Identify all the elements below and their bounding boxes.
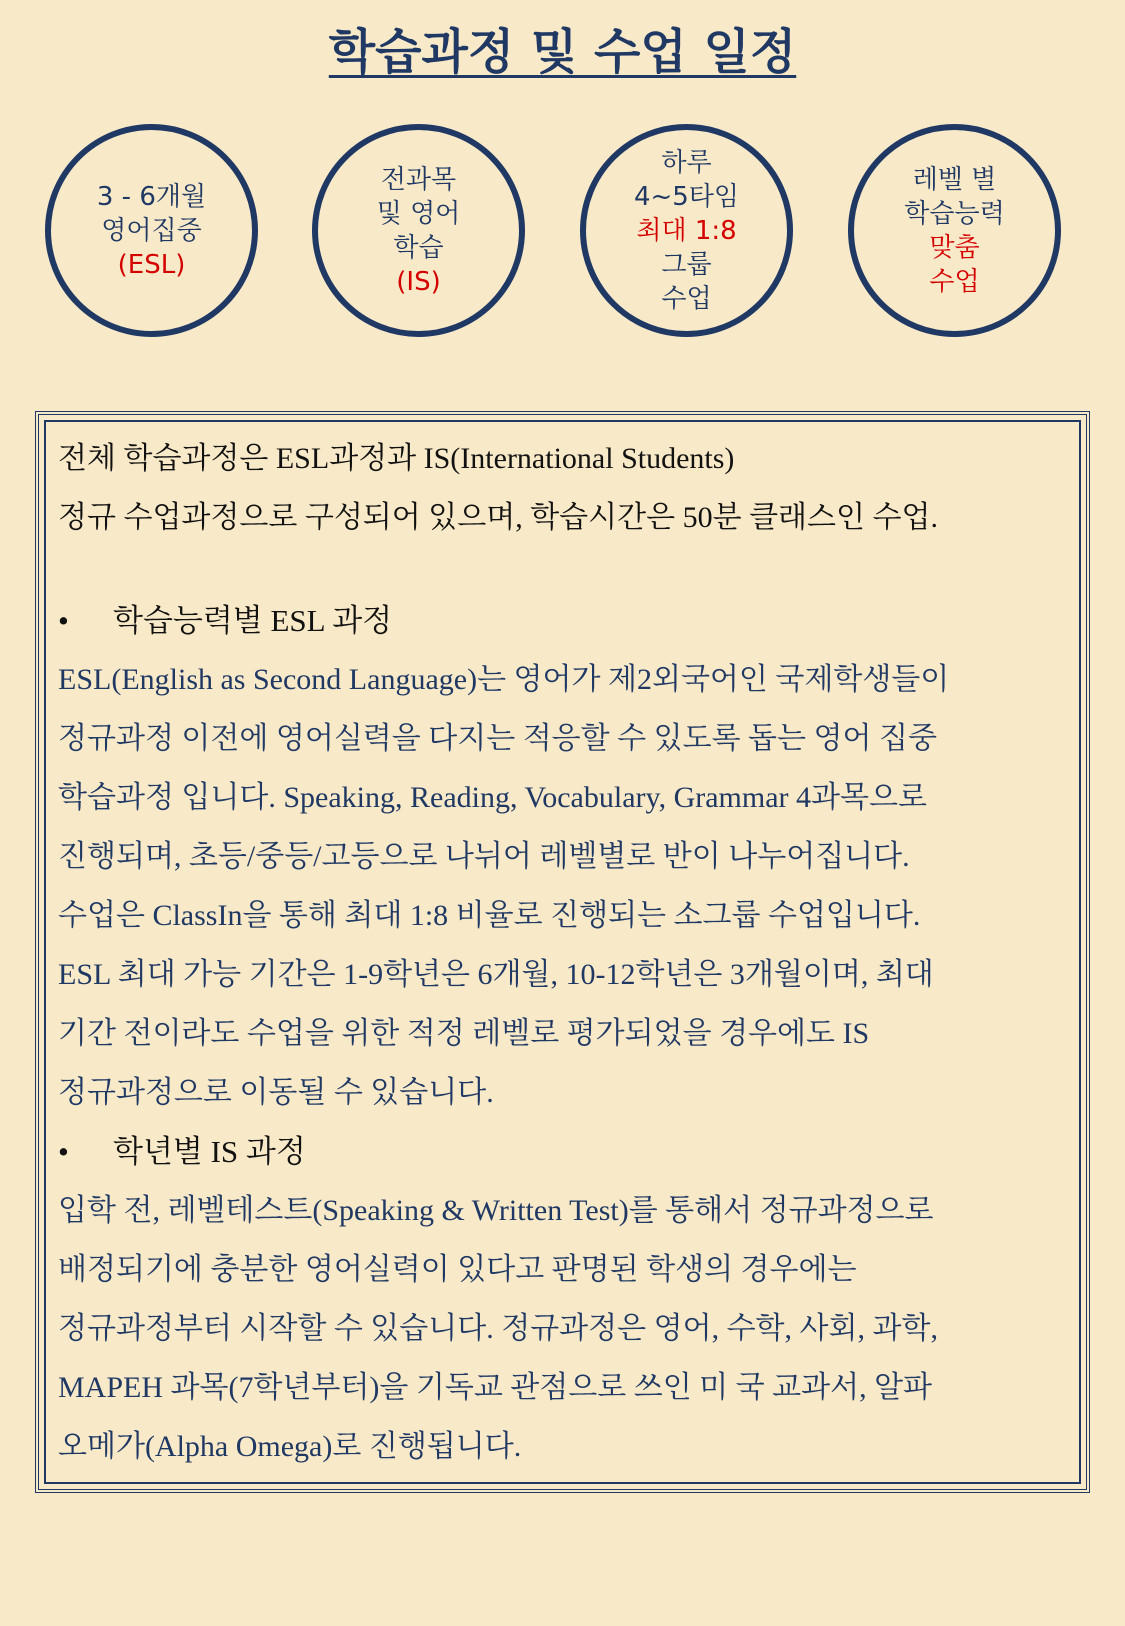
- section-line: 배정되기에 충분한 영어실력이 있다고 판명된 학생의 경우에는: [58, 1253, 857, 1286]
- section-heading-esl: [58, 591, 1066, 650]
- circle-text: 및 영어: [376, 198, 461, 229]
- section-line: 오메가(Alpha Omega)로 진행됩니다.: [58, 1430, 522, 1463]
- circle-text: 전과목: [380, 164, 457, 195]
- bullet-icon: •: [58, 603, 69, 638]
- section-line: ESL 최대 가능 기간은 1-9학년은 6개월, 10-12학년은 3개월이며, 최대: [58, 958, 934, 991]
- circle-text: 하루: [661, 147, 712, 178]
- section-line: 정규과정 이전에 영어실력을 다지는 적응할 수 있도록 돕는 영어 집중: [58, 722, 937, 755]
- feature-circle-schedule: [580, 124, 793, 337]
- circle-text: 레벨 별: [912, 164, 997, 195]
- section-heading-text: 학년별 IS 과정: [113, 1134, 306, 1169]
- section-line: 수업은 ClassIn을 통해 최대 1:8 비율로 진행되는 소그룹 수업입니다.: [58, 899, 921, 932]
- section-line: 학습과정 입니다. Speaking, Reading, Vocabulary, Grammar 4과목으로: [58, 781, 927, 814]
- circle-highlight-text: 최대 1:8: [636, 215, 737, 246]
- circle-text: 학습능력: [904, 198, 1005, 229]
- intro-line: 정규 수업과정으로 구성되어 있으며, 학습시간은 50분 클래스인 수업.: [58, 501, 938, 534]
- bullet-icon: •: [58, 1134, 69, 1169]
- section-line: ESL(English as Second Language)는 영어가 제2외국어인 국제학생들이: [58, 663, 950, 696]
- circle-text: 3 - 6개월: [96, 181, 207, 212]
- feature-circle-is: [312, 124, 525, 337]
- circle-text: 그룹: [661, 249, 712, 280]
- section-line: 기간 전이라도 수업을 위한 적정 레벨로 평가되었을 경우에도 IS: [58, 1017, 870, 1050]
- circle-text: 학습: [393, 232, 444, 263]
- circle-highlight-text: (IS): [396, 266, 441, 297]
- circle-highlight-text: 맞춤: [929, 232, 980, 263]
- circle-text: 4~5타임: [633, 181, 740, 212]
- circle-text: 영어집중: [101, 215, 202, 246]
- section-line: MAPEH 과목(7학년부터)을 기독교 관점으로 쓰인 미 국 교과서, 알파: [58, 1371, 933, 1404]
- section-heading-is: [58, 1122, 1066, 1181]
- page-title-text: 학습과정 및 수업 일정: [328, 24, 797, 80]
- spacer: [58, 547, 1066, 591]
- feature-circle-level: [848, 124, 1061, 337]
- section-line: 입학 전, 레벨테스트(Speaking & Written Test)를 통해서 정규과정으로: [58, 1194, 934, 1227]
- section-heading-text: 학습능력별 ESL 과정: [113, 603, 393, 638]
- section-line: 정규과정부터 시작할 수 있습니다. 정규과정은 영어, 수학, 사회, 과학,: [58, 1312, 938, 1345]
- page-title: [0, 22, 1125, 82]
- intro-line: 전체 학습과정은 ESL과정과 IS(International Students): [58, 442, 735, 475]
- circle-text: 수업: [661, 283, 712, 314]
- section-line: 정규과정으로 이동될 수 있습니다.: [58, 1076, 494, 1109]
- circle-highlight-text: 수업: [929, 266, 980, 297]
- course-description-box: [35, 411, 1090, 1493]
- feature-circle-esl: [45, 124, 258, 337]
- section-line: 진행되며, 초등/중등/고등으로 나뉘어 레벨별로 반이 나누어집니다.: [58, 840, 910, 873]
- circle-highlight-text: (ESL): [117, 249, 186, 280]
